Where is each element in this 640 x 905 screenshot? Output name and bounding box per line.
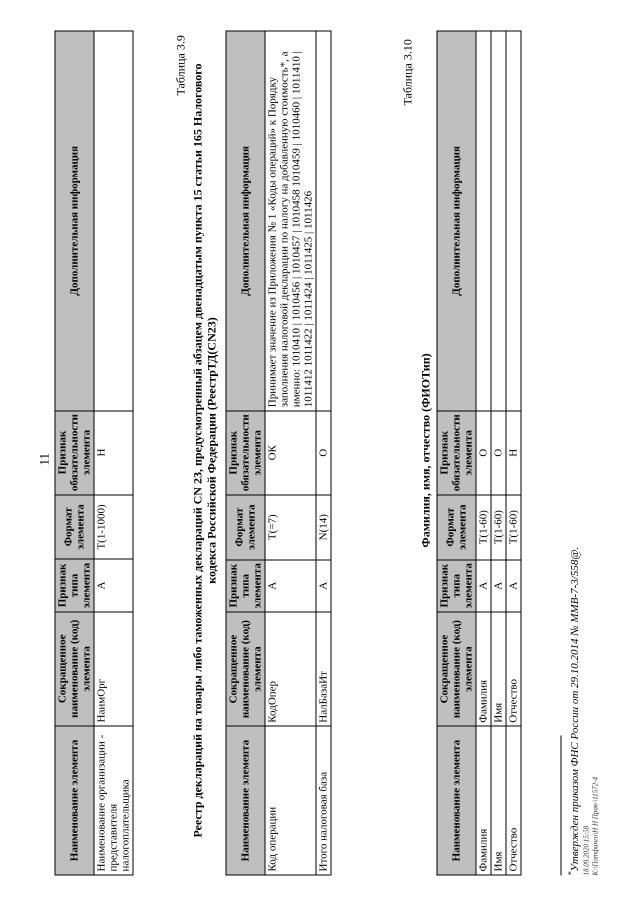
header-mandatory: Признак обязательности элемента xyxy=(55,410,94,494)
cell-type: А xyxy=(94,559,133,611)
cell-mandatory: О xyxy=(491,410,506,494)
cell-type: А xyxy=(265,559,316,611)
header-additional-info: Дополнительная информация xyxy=(55,31,94,411)
cell-info xyxy=(491,31,506,411)
cell-format: T(1-1000) xyxy=(94,494,133,559)
header-mandatory: Признак обязательности элемента xyxy=(226,410,265,494)
table-organization xyxy=(54,30,133,875)
cell-name: Фамилия xyxy=(476,726,491,875)
table-heading-3-10: Фамилия, имя, отчество (ФИОТип) xyxy=(418,352,432,548)
header-type: Признак типа элемента xyxy=(226,559,265,611)
cell-type: А xyxy=(476,559,491,611)
table-header-row xyxy=(226,31,265,875)
table-row xyxy=(265,31,316,875)
table-3-9 xyxy=(225,30,331,875)
cell-code: Отчество xyxy=(506,611,521,725)
table-row xyxy=(94,31,133,875)
cell-name: Отчество xyxy=(506,726,521,875)
cell-name: Код операции xyxy=(265,726,316,875)
table-3-10 xyxy=(436,30,521,875)
header-format: Формат элемента xyxy=(437,494,476,559)
header-element-name: Наименование элемента xyxy=(437,726,476,875)
table-row xyxy=(506,31,521,875)
cell-code: Имя xyxy=(491,611,506,725)
header-short-code: Сокращенное наименование (код) элемента xyxy=(226,611,265,725)
header-additional-info: Дополнительная информация xyxy=(437,31,476,411)
footnote-text: Утвержден приказом ФНС России от 29.10.2014 № ММВ-7-3/558@. xyxy=(568,546,581,871)
table-header-row xyxy=(437,31,476,875)
cell-mandatory: Н xyxy=(506,410,521,494)
cell-format: N(14) xyxy=(316,494,331,559)
cell-format: T(=7) xyxy=(265,494,316,559)
cell-code: НаимОрг xyxy=(94,611,133,725)
cell-mandatory: ОК xyxy=(265,410,316,494)
cell-code: КодОпер xyxy=(265,611,316,725)
header-element-name: Наименование элемента xyxy=(226,726,265,875)
cell-format: T(1-60) xyxy=(506,494,521,559)
cell-name: Итого налоговая база xyxy=(316,726,331,875)
header-additional-info: Дополнительная информация xyxy=(226,31,265,411)
header-mandatory: Признак обязательности элемента xyxy=(437,410,476,494)
cell-info xyxy=(94,31,133,411)
cell-format: T(1-60) xyxy=(476,494,491,559)
header-type: Признак типа элемента xyxy=(437,559,476,611)
table-caption-3-9: Таблица 3.9 xyxy=(173,34,187,95)
cell-name: Имя xyxy=(491,726,506,875)
table-row xyxy=(316,31,331,875)
cell-type: А xyxy=(506,559,521,611)
footnote-divider xyxy=(560,735,561,875)
cell-type: А xyxy=(316,559,331,611)
cell-info xyxy=(476,31,491,411)
cell-code: НалБазаИт xyxy=(316,611,331,725)
page-number: 11 xyxy=(36,452,51,465)
cell-code: Фамилия xyxy=(476,611,491,725)
cell-info xyxy=(316,31,331,411)
header-format: Формат элемента xyxy=(55,494,94,559)
footnote-mark: * xyxy=(566,871,575,875)
cell-format: T(1-60) xyxy=(491,494,506,559)
table-header-row xyxy=(55,31,94,875)
cell-mandatory: О xyxy=(476,410,491,494)
table-caption-3-10: Таблица 3.10 xyxy=(400,38,414,105)
cell-name: Наименование организации - представителя налогоплательщика xyxy=(94,725,133,874)
table-row xyxy=(476,31,491,875)
header-format: Формат элемента xyxy=(226,494,265,559)
header-type: Признак типа элемента xyxy=(55,559,94,611)
print-stamp-path: К:\Потфинго\Н Н Прав-\11572-4 xyxy=(591,776,599,875)
cell-info xyxy=(506,31,521,411)
cell-info: Принимает значение из Приложения № 1 «Коды операций» к Порядку заполнения налоговой декларации по налогу на добавленную стоимость*, а именно: 1010410 | 1010456 | 1010457 | 1010458 1010459 | 1010460 | 1011410 | 1011412 1011422 | 1011424 | 1011425 | 1011426 xyxy=(265,31,316,411)
table-heading-3-9: Реестр деклараций на товары либо таможенных деклараций CN 23, предусмотренный абзацем двенадцатым пункта 15 статьи 165 Налогового кодекса Российской Федерации (РеестрТД(CN23) xyxy=(190,63,218,837)
header-short-code: Сокращенное наименование (код) элемента xyxy=(437,611,476,725)
cell-type: А xyxy=(491,559,506,611)
print-stamp-date: 18.09.2020 15:58 xyxy=(582,825,590,875)
table-row xyxy=(491,31,506,875)
footnote xyxy=(566,546,581,875)
cell-mandatory: О xyxy=(316,410,331,494)
cell-mandatory: Н xyxy=(94,410,133,494)
header-short-code: Сокращенное наименование (код) элемента xyxy=(55,611,94,725)
header-element-name: Наименование элемента xyxy=(55,725,94,874)
